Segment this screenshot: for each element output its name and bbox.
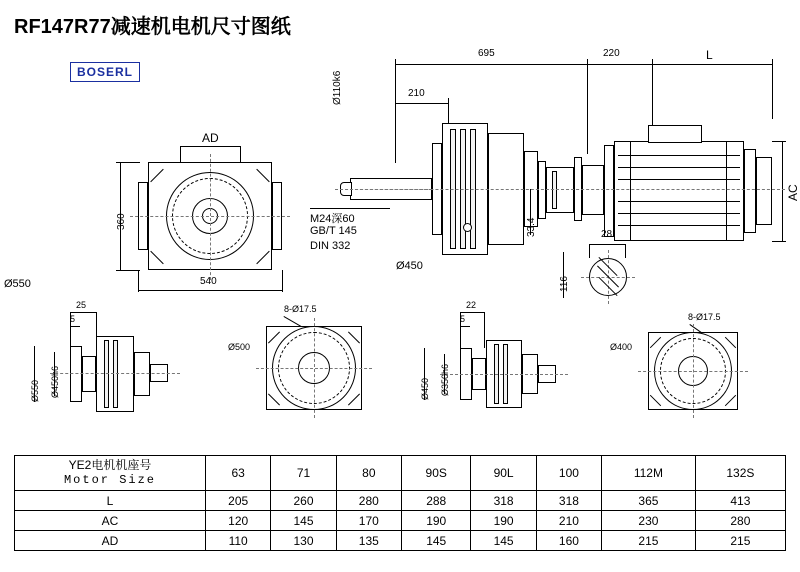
dim-d110k6: Ø110k6 <box>332 70 343 105</box>
dim-line-AC <box>782 141 783 241</box>
dim-5-right: 5 <box>460 314 466 324</box>
cell-AD-6: 215 <box>602 531 696 551</box>
dim-210: 210 <box>408 88 425 99</box>
row-label-AD: AD <box>15 531 206 551</box>
dim-116: 116 <box>559 276 570 292</box>
dim-line-210 <box>395 103 448 104</box>
row-label-AC: AC <box>15 511 206 531</box>
table-col-7: 132S <box>695 456 785 491</box>
cell-AC-1: 145 <box>271 511 336 531</box>
motor-fin-6 <box>618 225 740 226</box>
dim-d450-right: Ø450 <box>420 377 430 400</box>
assembly-centerline <box>335 189 785 190</box>
ext-line-AC-bot <box>772 241 786 242</box>
label-8xd17-5-right: 8-Ø17.5 <box>688 312 721 322</box>
dim-line-540 <box>138 290 282 291</box>
ext-line-AD-l <box>180 146 181 162</box>
dim-line-AD <box>180 146 240 147</box>
flange-rib-l1 <box>104 340 109 408</box>
cell-AD-4: 145 <box>471 531 536 551</box>
label-d550-left: Ø550 <box>4 278 31 290</box>
flange-rib-l2 <box>113 340 118 408</box>
table-header-en: Motor Size <box>63 473 156 487</box>
ext-line-695-right <box>587 59 588 154</box>
dim-540: 540 <box>200 276 217 287</box>
table-header-row <box>15 456 786 491</box>
dim-line-22 <box>460 312 484 313</box>
flange-view-right-side <box>410 300 580 410</box>
cell-AD-1: 130 <box>271 531 336 551</box>
table-row <box>15 511 786 531</box>
dim-AD: AD <box>202 131 219 145</box>
note-thread-m24: M24深60 <box>310 213 355 225</box>
flange-view-left-side <box>20 300 190 410</box>
motor-fin-3 <box>618 179 740 180</box>
flange-plate-left <box>70 346 82 402</box>
table-col-1: 71 <box>271 456 336 491</box>
dim-28: 28 <box>601 229 613 240</box>
cell-L-1: 260 <box>271 491 336 511</box>
dim-d550-left: Ø550 <box>30 379 40 402</box>
cell-L-6: 365 <box>602 491 696 511</box>
label-d500: Ø500 <box>228 342 251 352</box>
ext-line-540-r <box>282 270 283 292</box>
table-col-3: 90S <box>401 456 470 491</box>
table-col-4: 90L <box>471 456 536 491</box>
ext-line-360-t <box>116 162 140 163</box>
adapter-rib <box>552 171 557 209</box>
cell-AC-3: 190 <box>401 511 470 531</box>
dim-25: 25 <box>76 300 87 310</box>
shaft-end-detail <box>555 230 665 300</box>
end-view-left <box>116 130 300 290</box>
face-right-centerline-v <box>693 324 694 418</box>
table-row <box>15 491 786 511</box>
ext-line-AC-top <box>772 141 786 142</box>
ext-line-360-b <box>116 270 140 271</box>
cell-AD-0: 110 <box>206 531 271 551</box>
flange-hub-left <box>82 356 96 392</box>
table-col-0: 63 <box>206 456 271 491</box>
flange-left-centerline <box>50 373 180 374</box>
dim-33-4: 33.4 <box>526 217 537 237</box>
dim-line-25 <box>70 312 96 313</box>
terminal-box <box>648 125 702 143</box>
ext-line-540-l <box>138 270 139 292</box>
cell-AD-3: 145 <box>401 531 470 551</box>
ext-line-AD-r <box>240 146 241 162</box>
dim-220: 220 <box>603 48 620 59</box>
adapter-flange-left <box>538 161 546 219</box>
table-col-2: 80 <box>336 456 401 491</box>
cell-L-0: 205 <box>206 491 271 511</box>
brand-logo: BOSERL <box>70 62 140 82</box>
ext-line-22-r <box>484 312 485 348</box>
dim-d450h6: Ø450h6 <box>50 365 60 398</box>
label-8xd17-5-left: 8-Ø17.5 <box>284 304 317 314</box>
label-d400: Ø400 <box>610 342 633 352</box>
cell-AC-5: 210 <box>536 511 601 531</box>
cell-L-3: 288 <box>401 491 470 511</box>
row-label-L: L <box>15 491 206 511</box>
flange-right-centerline <box>440 374 568 375</box>
note-gbt145: GB/T 145 <box>310 225 357 237</box>
motor-fin-5 <box>618 213 740 214</box>
cell-AC-7: 280 <box>695 511 785 531</box>
table-col-5: 100 <box>536 456 601 491</box>
dim-360: 360 <box>116 213 127 230</box>
cell-L-7: 413 <box>695 491 785 511</box>
adapter-body <box>546 167 574 213</box>
motor-fin-2 <box>618 167 740 168</box>
dim-line-5-right <box>460 326 470 327</box>
ext-line-d110-top <box>395 103 396 163</box>
ext-line-28-l <box>589 244 590 258</box>
cell-L-5: 318 <box>536 491 601 511</box>
motor-endcap <box>744 149 756 233</box>
dim-d350h6: Ø350h6 <box>440 363 450 396</box>
dim-22: 22 <box>466 300 477 310</box>
motor-panel-line-2 <box>726 141 727 241</box>
table-header-cn: YE2电机机座号 <box>68 458 152 472</box>
note-leader-line <box>310 208 390 209</box>
dim-L: L <box>706 48 713 62</box>
cell-AC-0: 120 <box>206 511 271 531</box>
cell-AC-2: 170 <box>336 511 401 531</box>
motor-body <box>614 141 744 241</box>
dim-line-695 <box>395 64 587 65</box>
motor-fin-4 <box>618 201 740 202</box>
table-header-label <box>15 456 206 491</box>
cell-AD-7: 215 <box>695 531 785 551</box>
table-row <box>15 531 786 551</box>
dim-line-L <box>652 64 772 65</box>
dim-line-220 <box>587 64 652 65</box>
note-din332: DIN 332 <box>310 240 351 252</box>
dim-695: 695 <box>478 48 495 59</box>
dim-5: 5 <box>70 314 76 324</box>
motor-flange <box>604 145 614 237</box>
cell-L-2: 280 <box>336 491 401 511</box>
label-d450: Ø450 <box>396 260 423 272</box>
end-view-centerline-v <box>210 154 211 280</box>
flange-face-left <box>210 300 390 410</box>
dim-AC: AC <box>786 184 800 201</box>
ext-line-L-right <box>772 59 773 119</box>
cell-AD-2: 135 <box>336 531 401 551</box>
motor-panel-line-1 <box>630 141 631 241</box>
dim-line-5 <box>70 326 80 327</box>
cell-AD-5: 160 <box>536 531 601 551</box>
page-title: RF147R77减速机电机尺寸图纸 <box>14 16 291 38</box>
flange-nose-left <box>134 352 150 396</box>
motor-fin-1 <box>618 155 740 156</box>
flange-face-right <box>600 300 780 410</box>
cell-AC-4: 190 <box>471 511 536 531</box>
face-left-centerline-v <box>314 318 315 418</box>
dim-line-28 <box>589 244 625 245</box>
ext-line-28-r <box>625 244 626 258</box>
table-col-6: 112M <box>602 456 696 491</box>
adapter-cone <box>582 165 604 215</box>
motor-size-table <box>14 455 786 551</box>
cell-AC-6: 230 <box>602 511 696 531</box>
cell-L-4: 318 <box>471 491 536 511</box>
motor-fan-cover <box>756 157 772 225</box>
oil-plug-circle <box>463 223 472 232</box>
